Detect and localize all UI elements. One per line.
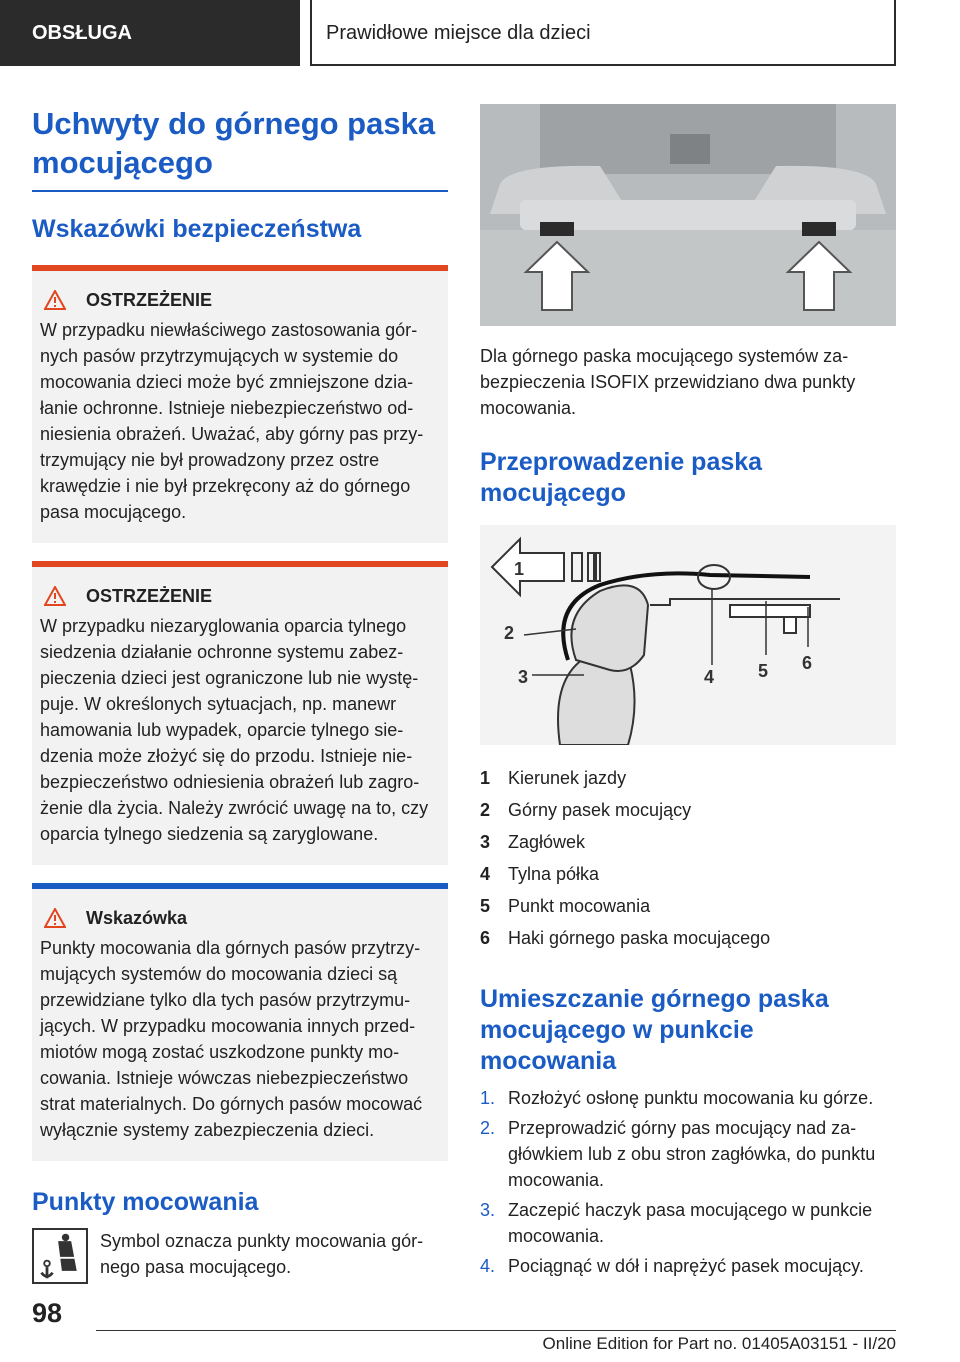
step-item: [480, 1085, 896, 1111]
legend-num: 5: [480, 896, 491, 916]
footer-text: Online Edition for Part no. 01405A03151 - II/20: [542, 1334, 896, 1353]
legend-text: Górny pasek mocujący: [508, 800, 692, 820]
warning-text: W przypadku niezaryglowania oparcia tylnego siedzenia działanie ochronne systemu zabezpieczenia dzieci jest ograniczone lub nie występuje. W określonych sytuacjach, np. manewr hamowania lub wypadek, oparcie tylnego siedzenia może złożyć się do przodu. Istnieje niebezpieczeństwo odniesienia obrażeń lub zagrożenie dla życia. Należy zwrócić uwagę na to, czy oparcia tylnego siedzenia są zaryglowane.: [40, 616, 429, 844]
warning-title: [44, 287, 440, 313]
diagram-label: 5: [758, 661, 769, 681]
note-box: [32, 883, 448, 1161]
legend-text: Zagłówek: [508, 832, 586, 852]
note-text: Punkty mocowania dla górnych pasów przytrzymujących systemów do mocowania dzieci są przewidziane tylko dla tych pasów przytrzymujących. W przypadku mocowania innych przedmiotów mogą zostać uszkodzone punkty mocowania. Istnieje wówczas niebezpieczeństwo strat materialnych. Do górnych pasów mocować wyłącznie systemy zabezpieczenia dzieci.: [40, 938, 423, 1140]
anchor-heading: Punkty mocowania: [32, 1188, 259, 1216]
legend-text: Kierunek jazdy: [508, 768, 627, 788]
legend-text: Punkt mocowania: [508, 896, 651, 916]
step-text: Zaczepić haczyk pasa mocującego w punkcie mocowania.: [508, 1200, 873, 1246]
step-item: [480, 1253, 896, 1279]
diagram-label: 4: [704, 667, 715, 687]
legend-num: 6: [480, 928, 491, 948]
legend-item: [480, 762, 896, 794]
legend-list: [480, 762, 896, 954]
warning-triangle-icon: [44, 586, 66, 606]
warning-box-2: [32, 561, 448, 865]
note-title-text: Wskazówka: [86, 908, 188, 928]
legend-num: 2: [480, 800, 491, 820]
step-text: Przeprowadzić górny pas mocujący nad zagłówkiem lub z obu stron zagłówka, do punktu mocowania.: [508, 1118, 876, 1190]
note-triangle-icon: [44, 908, 66, 928]
legend-num: 4: [480, 864, 491, 884]
note-title: [44, 905, 440, 931]
legend-text: Haki górnego paska mocującego: [508, 928, 771, 948]
warning-triangle-icon: [44, 290, 66, 310]
legend-num: 1: [480, 768, 491, 788]
safety-heading: Wskazówki bezpieczeństwa: [32, 215, 362, 243]
legend-item: [480, 826, 896, 858]
left-column: [32, 104, 448, 1284]
anchor-symbol-row: [32, 1228, 448, 1284]
routing-heading: Przeprowadzenie paska mocującego: [480, 448, 763, 507]
diagram-label: 6: [802, 653, 813, 673]
right-column: [480, 104, 896, 1283]
step-num: 4.: [480, 1256, 496, 1276]
warning-text: W przypadku niewłaściwego zastosowania górnych pasów przytrzymujących w systemie do mocowania dzieci może być zmniejszone działanie ochronne. Istnieje niebezpieczeństwo odniesienia obrażeń. Uważać, aby górny pas przytrzymujący nie był prowadzony przez ostre krawędzie i nie był przekręcony aż do górnego pasa mocującego.: [40, 320, 424, 522]
footer-rule: [96, 1330, 896, 1331]
strap-routing-diagram: [480, 525, 896, 745]
steps-list: [480, 1085, 896, 1279]
legend-item: [480, 858, 896, 890]
diagram-label: 1: [514, 559, 525, 579]
legend-item: [480, 794, 896, 826]
warning-box-1: [32, 265, 448, 543]
warning-title-text: OSTRZEŻENIE: [86, 586, 213, 606]
anchor-point-icon: [32, 1228, 88, 1284]
warning-title-text: OSTRZEŻENIE: [86, 290, 213, 310]
photo-caption: Dla górnego paska mocującego systemów zabezpieczenia ISOFIX przewidziano dwa punkty mocowania.: [480, 346, 856, 418]
trunk-photo: [480, 104, 896, 326]
diagram-label: 2: [504, 623, 515, 643]
step-text: Pociągnąć w dół i naprężyć pasek mocujący.: [508, 1256, 864, 1276]
placing-heading: Umieszczanie górnego paska mocującego w punkcie mocowania: [480, 985, 829, 1075]
step-text: Rozłożyć osłonę punktu mocowania ku górze.: [508, 1088, 874, 1108]
page-title: Uchwyty do górnego paska mocującego: [32, 104, 448, 192]
step-item: [480, 1197, 896, 1249]
step-num: 1.: [480, 1088, 496, 1108]
diagram-label: 3: [518, 667, 529, 687]
warning-title: [44, 583, 440, 609]
chapter-title: Prawidłowe miejsce dla dzieci: [310, 0, 896, 66]
legend-num: 3: [480, 832, 491, 852]
step-num: 3.: [480, 1200, 496, 1220]
step-num: 2.: [480, 1118, 496, 1138]
section-tab: OBSŁUGA: [0, 0, 300, 66]
step-item: [480, 1115, 896, 1193]
page-number: 98: [32, 1298, 63, 1328]
legend-text: Tylna półka: [508, 864, 600, 884]
legend-item: [480, 922, 896, 954]
legend-item: [480, 890, 896, 922]
anchor-text: Symbol oznacza punkty mocowania górnego pasa mocującego.: [100, 1231, 424, 1277]
